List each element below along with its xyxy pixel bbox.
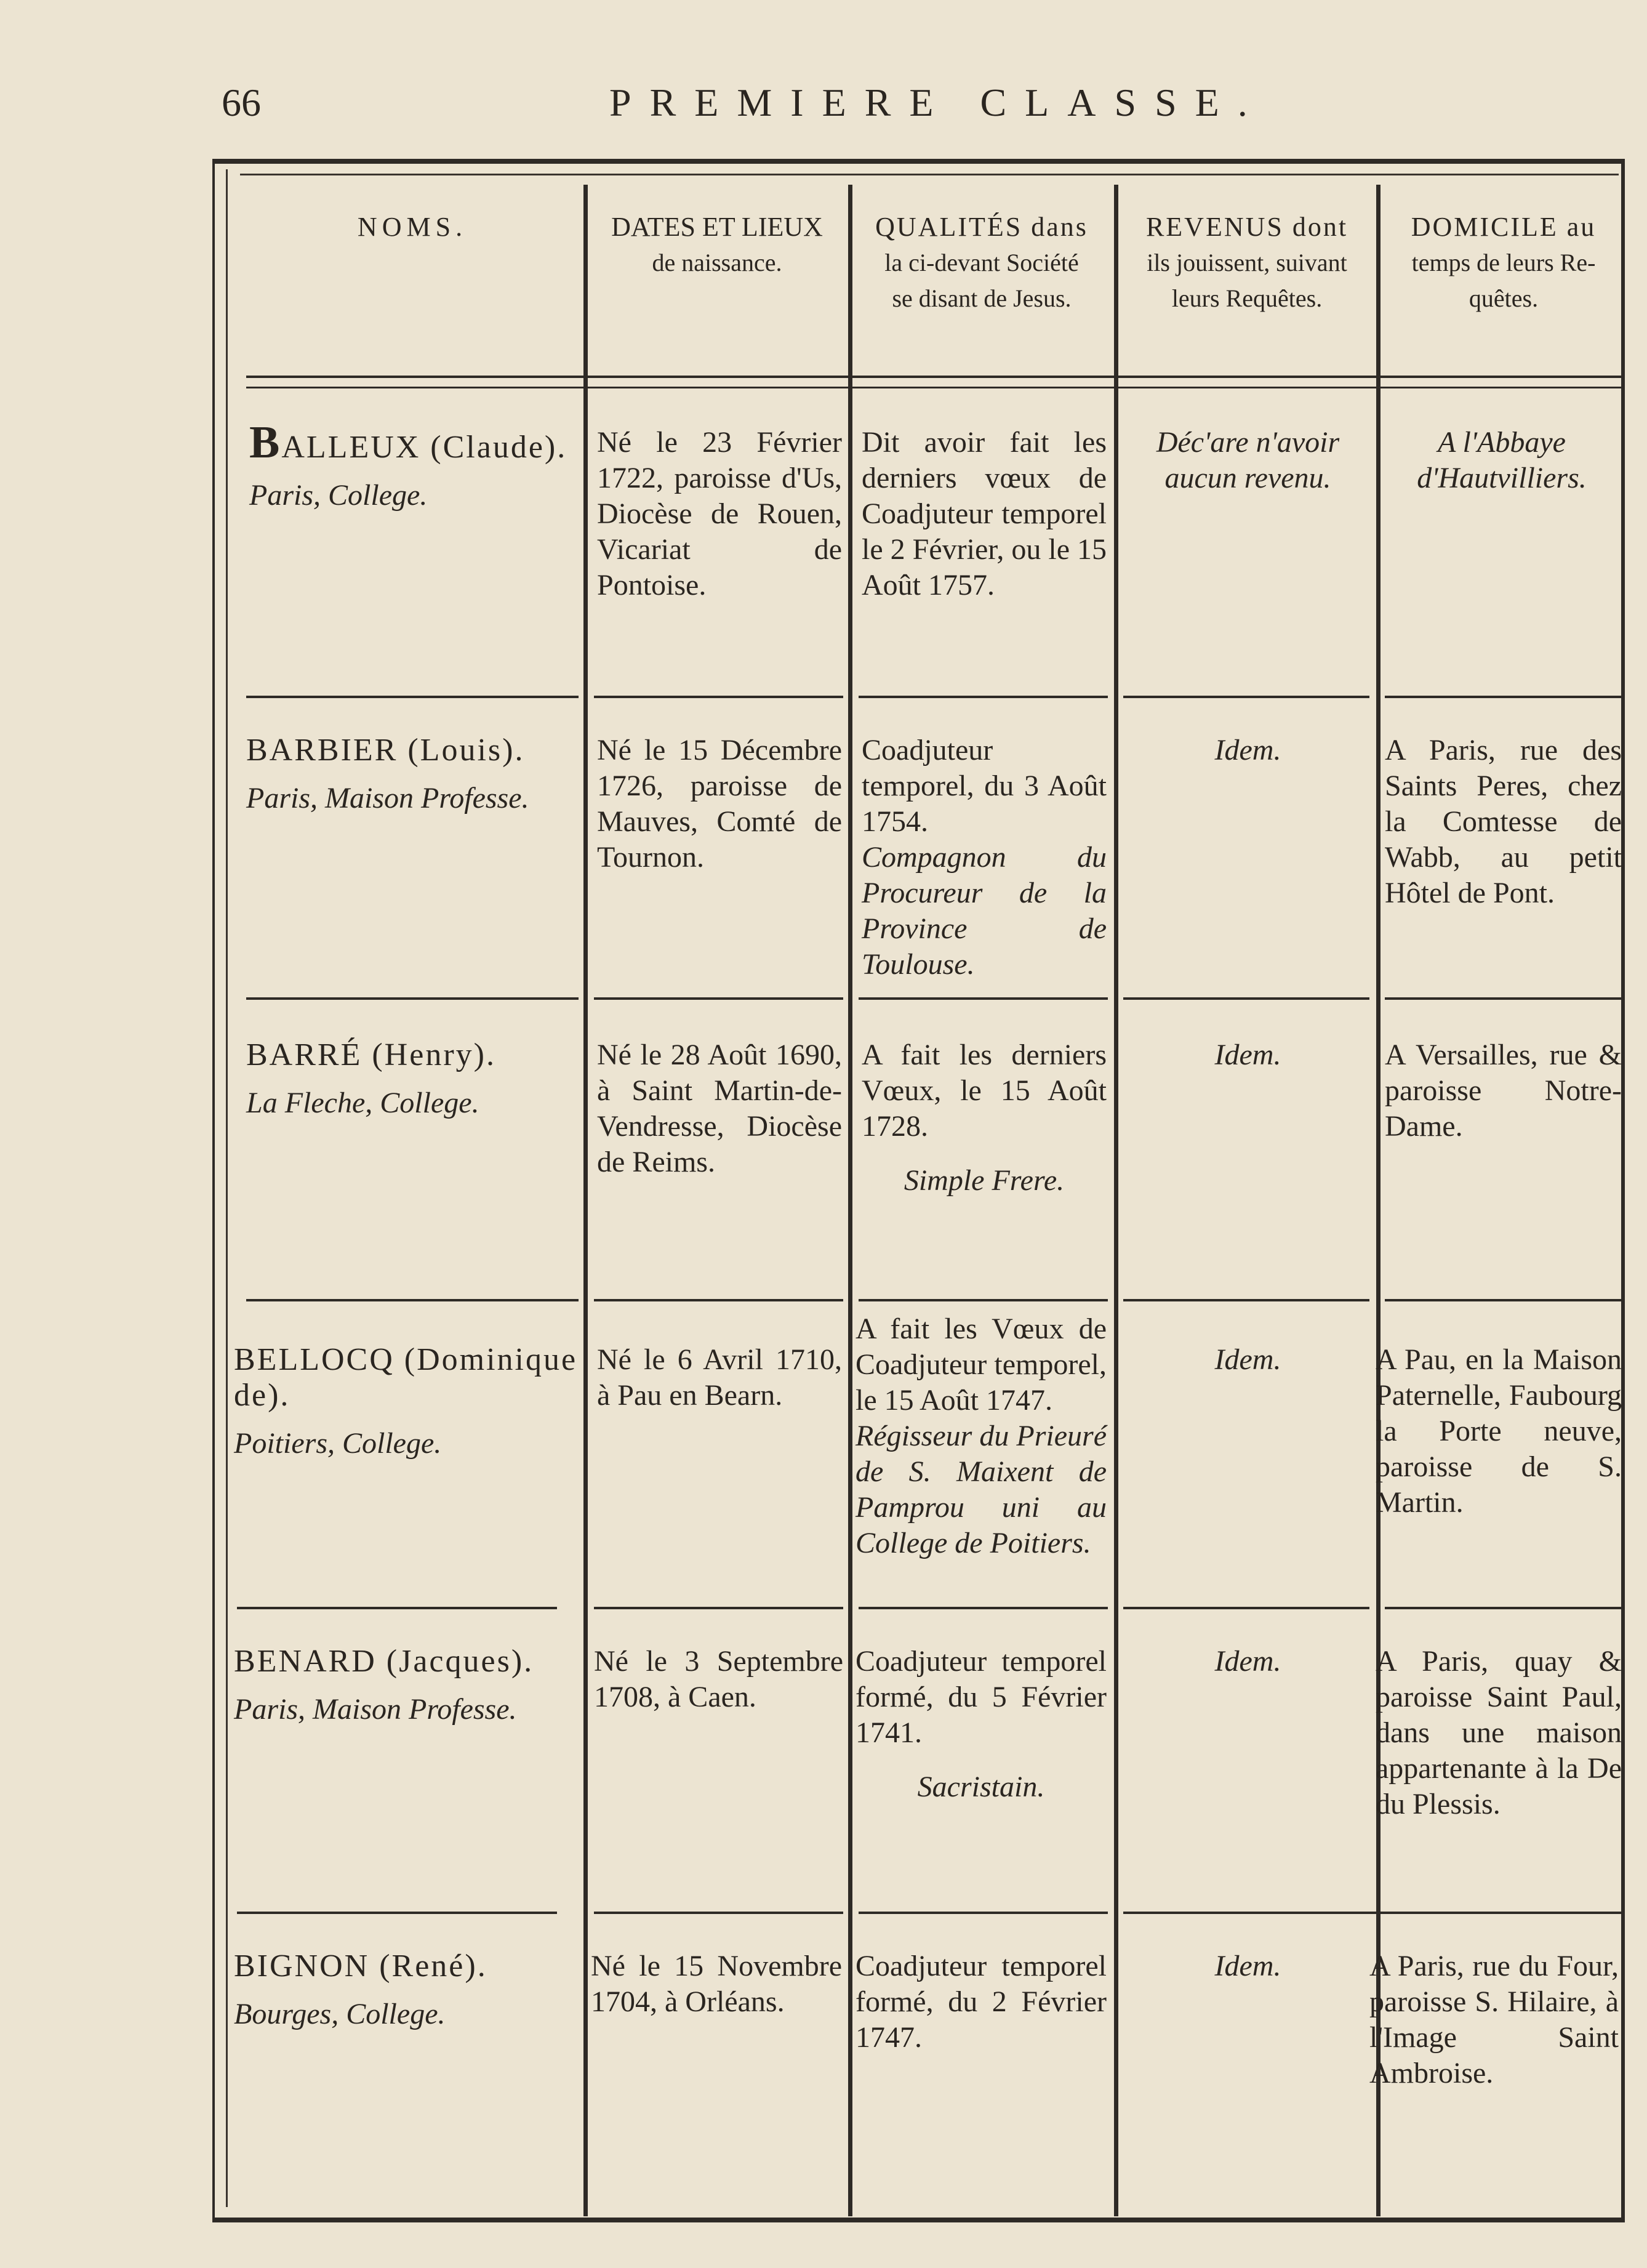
column-divider <box>1114 185 1118 2216</box>
entry-qualites-cell: A fait les Vœux de Coadjuteur temporel, le 15 Août 1747. Régisseur du Prieuré de S. Maixent de Pamprou uni au College de Poitiers. <box>856 1313 1107 1559</box>
row-separator <box>1385 1607 1622 1609</box>
entry-name-cell: BARRÉ (Henry). La Fleche, College. <box>246 1037 496 1119</box>
row-separator <box>1385 696 1622 698</box>
row-separator <box>246 696 579 698</box>
row-separator <box>594 1299 843 1301</box>
column-header-qualites: QUALITÉS dans la ci-devant Société se disant de Jesus. <box>875 212 1088 312</box>
entry-qualites-cell: Coadjuteur temporel formé, du 5 Février 1741. Sacristain. <box>856 1645 1107 1803</box>
page-header <box>222 80 1268 142</box>
column-header-domicile: DOMICILE au temps de leurs Re- quêtes. <box>1411 212 1597 312</box>
entry-name-cell: BALLEUX (Claude). Paris, College. <box>249 417 567 512</box>
row-separator <box>594 1912 843 1914</box>
entry-revenus-cell: Idem. <box>1214 734 1281 766</box>
entry-revenus-cell: Idem. <box>1214 1950 1281 1982</box>
entry-name-cell: BIGNON (René). Bourges, College. <box>234 1948 487 2030</box>
column-header-noms: NOMS. <box>357 212 468 242</box>
row-separator <box>859 696 1108 698</box>
row-separator <box>594 1607 843 1609</box>
row-separator <box>859 1607 1108 1609</box>
row-separator <box>1366 1912 1622 1914</box>
entry-revenus-cell: Idem. <box>1214 1343 1281 1376</box>
frame-top-rule <box>240 174 1619 175</box>
decorative-initial: B <box>249 417 282 468</box>
entry-name-cell: BENARD (Jacques). Paris, Maison Professe. <box>234 1644 534 1726</box>
entry-name-cell: BARBIER (Louis). Paris, Maison Professe. <box>246 733 529 814</box>
entry-dates-cell: Né le 28 Août 1690, à Saint Martin-de-Vendresse, Diocèse de Reims. <box>597 1039 842 1178</box>
entry-domicile-cell: A Paris, rue du Four, paroisse S. Hilaire, à l'Image Saint Ambroise. <box>1369 1950 1619 2089</box>
row-separator <box>859 1912 1108 1914</box>
row-separator <box>1123 696 1369 698</box>
entry-dates-cell: Né le 15 Décembre 1726, paroisse de Mauves, Comté de Tournon. <box>597 734 842 874</box>
page-title: PREMIERE CLASSE. <box>609 81 1266 124</box>
entry-domicile-cell: A Versailles, rue & paroisse Notre-Dame. <box>1385 1039 1622 1143</box>
row-separator <box>1385 1299 1622 1301</box>
entry-revenus-cell: Déc'are n'avoir aucun revenu. <box>1156 426 1340 494</box>
entry-domicile-cell: A l'Abbaye d'Hautvilliers. <box>1417 426 1587 494</box>
column-header-revenus: REVENUS dont ils jouissent, suivant leurs Requêtes. <box>1145 212 1348 312</box>
row-separator <box>237 1607 557 1609</box>
row-separator <box>594 696 843 698</box>
column-header-dates: DATES ET LIEUX de naissance. <box>611 212 823 276</box>
entry-domicile-cell: A Paris, rue des Saints Peres, chez la Comtesse de Wabb, au petit Hôtel de Pont. <box>1385 734 1622 909</box>
column-divider <box>583 185 588 2216</box>
row-separator <box>859 1299 1108 1301</box>
entry-qualites-cell: A fait les derniers Vœux, le 15 Août 1728. Simple Frere. <box>862 1039 1107 1197</box>
entry-qualites-cell: Coadjuteur temporel, du 3 Août 1754. Compagnon du Procureur de la Province de Toulouse. <box>862 734 1107 981</box>
row-separator <box>1123 1299 1369 1301</box>
header-rule <box>246 387 1625 388</box>
row-separator <box>859 997 1108 1000</box>
header-rule <box>246 376 1625 378</box>
row-separator <box>1123 997 1369 1000</box>
row-separator <box>1123 1607 1369 1609</box>
entry-domicile-cell: A Paris, quay & paroisse Saint Paul, dans une maison appartenante à la De du Plessis. <box>1376 1645 1622 1820</box>
entry-name-cell: BELLOCQ (Dominique de). Poitiers, College. <box>234 1342 578 1460</box>
row-separator <box>1123 1912 1369 1914</box>
entry-dates-cell: Né le 23 Février 1722, paroisse d'Us, Diocèse de Rouen, Vicariat de Pontoise. <box>597 426 842 601</box>
entry-revenus-cell: Idem. <box>1214 1039 1281 1071</box>
entry-domicile-cell: A Pau, en la Maison Paternelle, Faubourg la Porte neuve, paroisse de S. Martin. <box>1376 1343 1622 1519</box>
frame-inner-rule <box>226 169 228 2207</box>
row-separator <box>594 997 843 1000</box>
entry-qualites-cell: Coadjuteur temporel formé, du 2 Février 1747. <box>856 1950 1107 2054</box>
row-separator <box>1385 997 1622 1000</box>
page-number: 66 <box>222 81 261 124</box>
entry-revenus-cell: Idem. <box>1214 1645 1281 1678</box>
entry-dates-cell: Né le 15 Novembre 1704, à Orléans. <box>591 1950 842 2018</box>
entry-qualites-cell: Dit avoir fait les derniers vœux de Coadjuteur temporel le 2 Février, ou le 15 Août 1757. <box>862 426 1107 601</box>
row-separator <box>237 1912 557 1914</box>
column-divider <box>848 185 852 2216</box>
row-separator <box>246 997 579 1000</box>
entry-dates-cell: Né le 3 Septembre 1708, à Caen. <box>594 1645 843 1713</box>
entry-dates-cell: Né le 6 Avril 1710, à Pau en Bearn. <box>597 1343 842 1412</box>
row-separator <box>246 1299 579 1301</box>
